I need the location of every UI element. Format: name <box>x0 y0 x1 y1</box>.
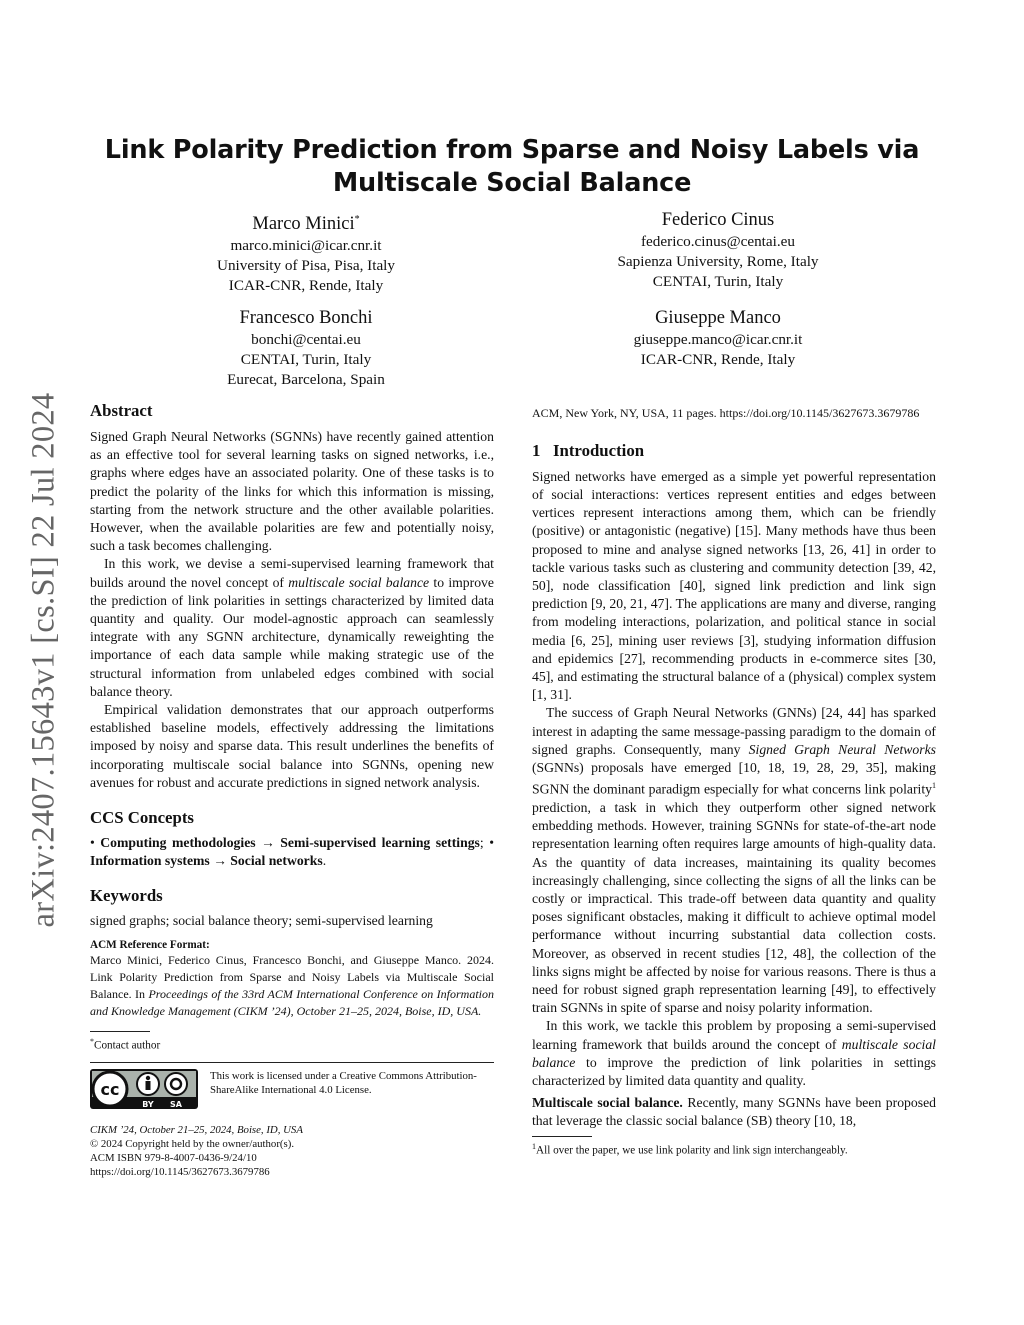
author-email: federico.cinus@centai.eu <box>641 233 795 250</box>
contact-author-footnote: *Contact author <box>90 1037 161 1053</box>
arxiv-identifier-stamp: arXiv:2407.15643v1 [cs.SI] 22 Jul 2024 <box>25 392 62 928</box>
left-column <box>90 400 494 1179</box>
abstract-paragraph-3: Empirical validation demonstrates that our approach outperforms established baseline models, effectively addressing the limitations imposed by noisy and sparse data. This result underlines the benefits of incorporating multiscale social balance into SGNNs, opening new avenues for robust and accurate predictions in signed network analysis. <box>90 702 494 790</box>
abstract-heading: Abstract <box>90 401 153 420</box>
author-affiliation: CENTAI, Turin, Italy <box>240 351 372 368</box>
reference-format-continuation: ACM, New York, NY, USA, 11 pages. https://doi.org/10.1145/3627673.3679786 <box>532 406 920 420</box>
conference-venue: CIKM ’24, October 21–25, 2024, Boise, ID, USA <box>90 1123 303 1136</box>
author-affiliation: University of Pisa, Pisa, Italy <box>216 257 395 275</box>
svg-text:cc: cc <box>100 1079 120 1099</box>
right-column <box>532 405 936 1158</box>
footnote-rule <box>532 1136 592 1137</box>
author-name: Francesco Bonchi <box>239 308 373 328</box>
abstract-paragraph-1: Signed Graph Neural Networks (SGNNs) have recently gained attention as an effective tool for several learning tasks on signed networks, i.e., graphs where edges have an associated polarity. One of these tasks is to predict the polarity of the links for which this information is missing, starting from the network structure and the other available polarities. However, when the available polarities are few and potentially noisy, such a task becomes challenging. <box>90 429 494 554</box>
keywords-text: signed graphs; social balance theory; semi-supervised learning <box>90 913 433 929</box>
license-block <box>90 1067 494 1113</box>
author-footnote-mark: * <box>354 214 360 225</box>
title-line-1: Link Polarity Prediction from Sparse and Noisy Labels via <box>104 135 920 165</box>
author-email: bonchi@centai.eu <box>251 331 361 348</box>
cc-by-sa-logo-icon <box>90 1069 198 1109</box>
license-rule <box>90 1062 494 1063</box>
author-name: Federico Cinus <box>661 210 775 230</box>
author-email: giuseppe.manco@icar.cnr.it <box>633 331 803 348</box>
intro-paragraph-1: Signed networks have emerged as a simple yet powerful representation of social interactions: vertices represent entities and edges between vertices represent interactions among them, which can be friendly (positive) or antagonistic (negative) [15]. Many methods have thus been proposed to mine and analyse signed networks [13, 26, 41] in order to tackle various tasks such as clustering and community detection [39, 42, 50], node classification [40], signed link prediction and link sign prediction [9, 20, 21, 47]. The applications are many and diverse, ranging from modeling interactions, polarization, and political stance in social media [6, 25], mining user reviews [3], studying information diffusion and epidemics [27], recommending products in e-commerce sites [30, 45], and estimating the structural balance of a (physical) complex system [1, 31]. <box>532 468 936 703</box>
author-affiliation: Eurecat, Barcelona, Spain <box>227 371 385 388</box>
license-text: This work is licensed under a Creative Commons Attribution-ShareAlike International 4.0 License. <box>210 1069 477 1096</box>
author-block-4 <box>568 306 868 370</box>
conference-info <box>90 1123 494 1179</box>
author-affiliation: ICAR-CNR, Rende, Italy <box>640 351 796 368</box>
author-block-2 <box>568 208 868 292</box>
multiscale-paragraph: Multiscale social balance. Recently, many SGNNs have been proposed that leverage the classic social balance (SB) theory [10, 18, <box>532 1095 936 1129</box>
doi-text: https://doi.org/10.1145/3627673.3679786 <box>90 1165 270 1178</box>
author-affiliation: Sapienza University, Rome, Italy <box>617 253 819 270</box>
author-name: Giuseppe Manco <box>655 308 781 328</box>
reference-format-text: Marco Minici, Federico Cinus, Francesco Bonchi, and Giuseppe Manco. 2024. Link Polarity Prediction from Sparse and Noisy Labels via Multiscale Social Balance. In Proceedings of the 33rd ACM International Conference on Information and Knowledge Management (CIKM ’24), October 21–25, 2024, Boise, ID, USA. <box>90 953 494 1018</box>
author-affiliation: CENTAI, Turin, Italy <box>652 273 784 290</box>
ccs-heading: CCS Concepts <box>90 808 194 828</box>
title-line-2: Multiscale Social Balance <box>332 168 692 198</box>
author-affiliation: ICAR-CNR, Rende, Italy <box>228 277 384 295</box>
cc-sa-label: SA <box>170 1099 182 1109</box>
intro-paragraph-3: In this work, we tackle this problem by proposing a semi-supervised learning framework that builds around the concept of multiscale social balance to improve the prediction of link polarities in settings characterized by limited data quantity and quality. <box>532 1018 936 1089</box>
abstract-paragraph-2: In this work, we devise a semi-supervised learning framework that builds around the novel concept of multiscale social balance to improve the prediction of link polarities in settings characterized by limited data quantity and quality. Our model-agnostic approach can seamlessly integrate with any SGNN architecture, dynamically reweighting the importance of each data sample while making strategic use of the structural information from unlabeled edges combined with social balance theory. <box>90 556 494 699</box>
cc-by-label: BY <box>142 1099 154 1109</box>
reference-format-heading: ACM Reference Format: <box>90 938 210 951</box>
intro-paragraph-2: The success of Graph Neural Networks (GNNs) [24, 44] has sparked interest in adapting the same message-passing paradigm to the domain of signed graphs. Consequently, many Signed Graph Neural Networks (SGNNs) proposals have emerged [10, 18, 19, 28, 29, 35], making SGNN the dominant paradigm especially for what concerns link polarity$^1$ prediction, a task in which they outperform other signed network embedding methods. However, training SGNNs for state-of-the-art node representation learning often requires large amounts of high-quality data. As the quantity of data increases, maintaining its quality becomes increasingly challenging, since collecting the signs of all the links can be costly or impractical. This trade-off between data quantity and quality poses significant obstacles, making it difficult to achieve optimal model performance without incurring substantial data collection costs. Moreover, as observed in recent studies [12, 48], the collection of the links signs might be affected by noise for various reasons. There is thus a need for robust signed graph representation learning [49], to effectively train SGNNs in spite of sparse and noisy polarity information. <box>532 705 936 1016</box>
copyright-text: © 2024 Copyright held by the owner/author(s). <box>90 1137 295 1150</box>
keywords-heading: Keywords <box>90 886 163 906</box>
author-block-3 <box>156 306 456 390</box>
paper-title <box>90 134 934 200</box>
author-email: marco.minici@icar.cnr.it <box>230 237 382 255</box>
isbn-text: ACM ISBN 979-8-4007-0436-9/24/10 <box>90 1151 257 1164</box>
footnote-rule <box>90 1031 150 1032</box>
introduction-heading: 1 Introduction <box>532 440 645 460</box>
author-name: Marco Minici* <box>252 214 360 235</box>
ccs-concepts-text: • Computing methodologies → Semi-supervised learning settings; • Information systems → Social networks. <box>90 835 494 869</box>
footnote-1: $^1$All over the paper, we use link polarity and link sign interchangeably. <box>532 1141 848 1157</box>
author-block-1 <box>156 208 456 296</box>
